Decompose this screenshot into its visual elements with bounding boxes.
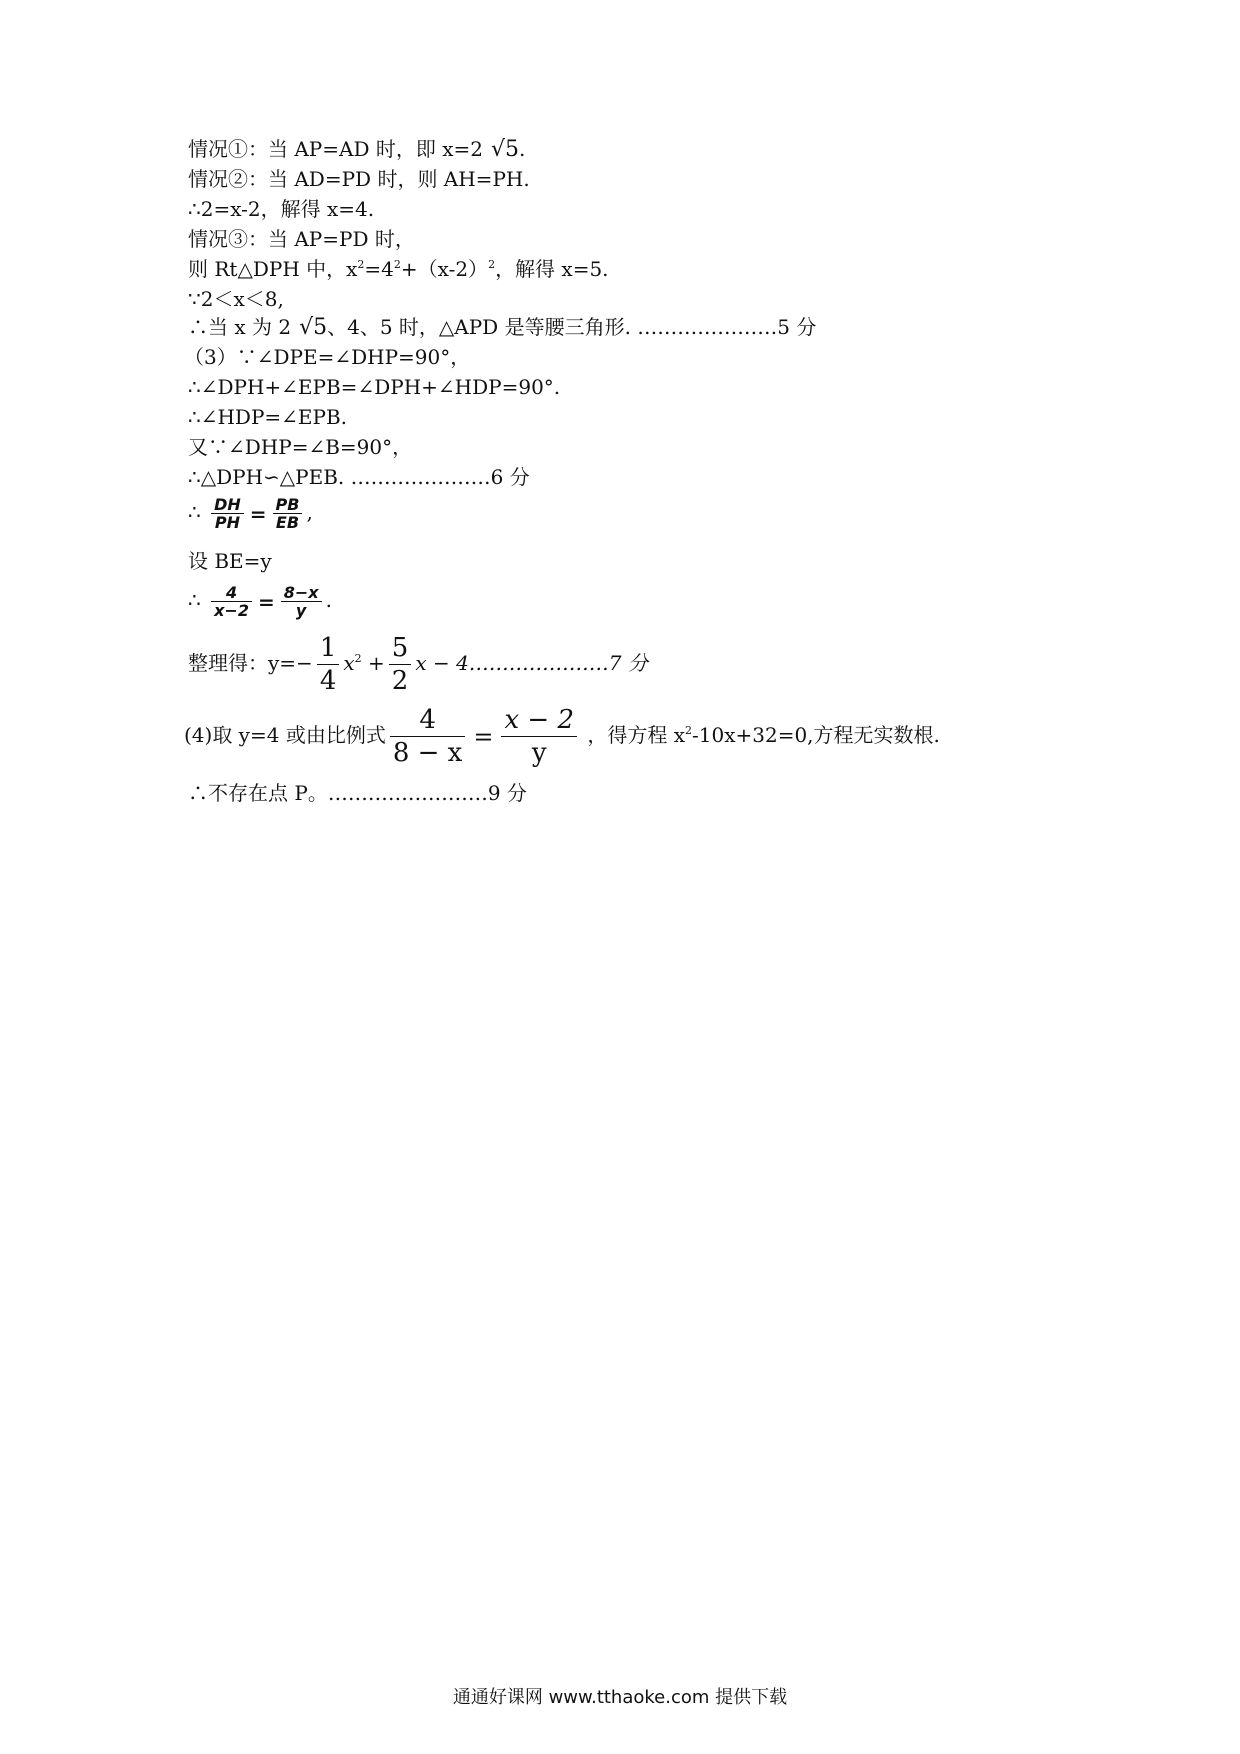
line-part-4: (4)取 y=4 或由比例式 $\frac{4}{8 - x}$ = $\frac{x - 2}{y}$ ，得方程 $x^2-10x+32=0$,方程无实数根.: [184, 705, 940, 768]
line-rt-dph: 则 Rt△DPH 中，$x^2=4^2+(x-2)^2$，解得 x=5.: [188, 257, 609, 281]
fraction-pb-eb: $\frac{PB}{EB}$: [273, 496, 303, 531]
fraction-dh-ph: $\frac{DH}{PH}$: [211, 496, 244, 531]
page-footer: 通通好课网 www.tthaoke.com 提供下载: [452, 1687, 788, 1708]
fraction-4-x-2: $\frac{4}{x-2}$: [211, 584, 252, 619]
fraction-8-x-y: $\frac{8-x}{y}$: [281, 584, 322, 619]
fraction-4-8-x: $\frac{4}{8 - x}$: [390, 704, 466, 769]
line-right-angle: 又∵∠DHP=∠B=90°，: [188, 435, 413, 459]
line-case-2: 情况②：当 AD=PD 时，则 AH=PH.: [188, 167, 530, 191]
line-similar: ∴△DPH∽△PEB. …………………6 分: [188, 465, 530, 489]
sqrt5: √5: [490, 137, 519, 162]
sqrt5: √5: [299, 315, 328, 340]
fraction-x-2-y: $\frac{x - 2}{y}$: [501, 704, 577, 769]
line-ratio-1: ∴ $\frac{DH}{PH}$ = $\frac{PB}{EB}$ ,: [188, 495, 313, 532]
line-ratio-2: ∴ $\frac{4}{x-2}$ = $\frac{8-x}{y}$ .: [188, 583, 332, 620]
line-set-be: 设 BE=y: [188, 549, 272, 573]
line-function: 整理得：y=− $\frac{1}{4}$ $x^2$ + $\frac{5}{2}$ x − 4…………………7 分: [188, 633, 648, 696]
fraction-1-4: $\frac{1}{4}$: [317, 632, 340, 697]
line-range: ∵2＜x＜8,: [188, 287, 284, 311]
line-part-3: （3）∵∠DPE=∠DHP=90°，: [184, 345, 471, 369]
line-case-1: 情况①：当 AP=AD 时，即 x=2 √5.: [188, 137, 526, 162]
line-angle-eq: ∴∠HDP=∠EPB.: [188, 405, 348, 429]
line-solve-x4: ∴2=x-2，解得 x=4.: [188, 197, 375, 221]
line-conclusion-5: ∴当 x 为 2 √5、4、5 时，△APD 是等腰三角形. …………………5 分: [188, 315, 817, 340]
fraction-5-2: $\frac{5}{2}$: [389, 632, 412, 697]
line-case-3: 情况③：当 AP=PD 时，: [188, 227, 415, 251]
line-angle-sum: ∴∠DPH+∠EPB=∠DPH+∠HDP=90°.: [188, 375, 561, 399]
line-no-point-p: ∴不存在点 P。……………………9 分: [188, 781, 527, 805]
